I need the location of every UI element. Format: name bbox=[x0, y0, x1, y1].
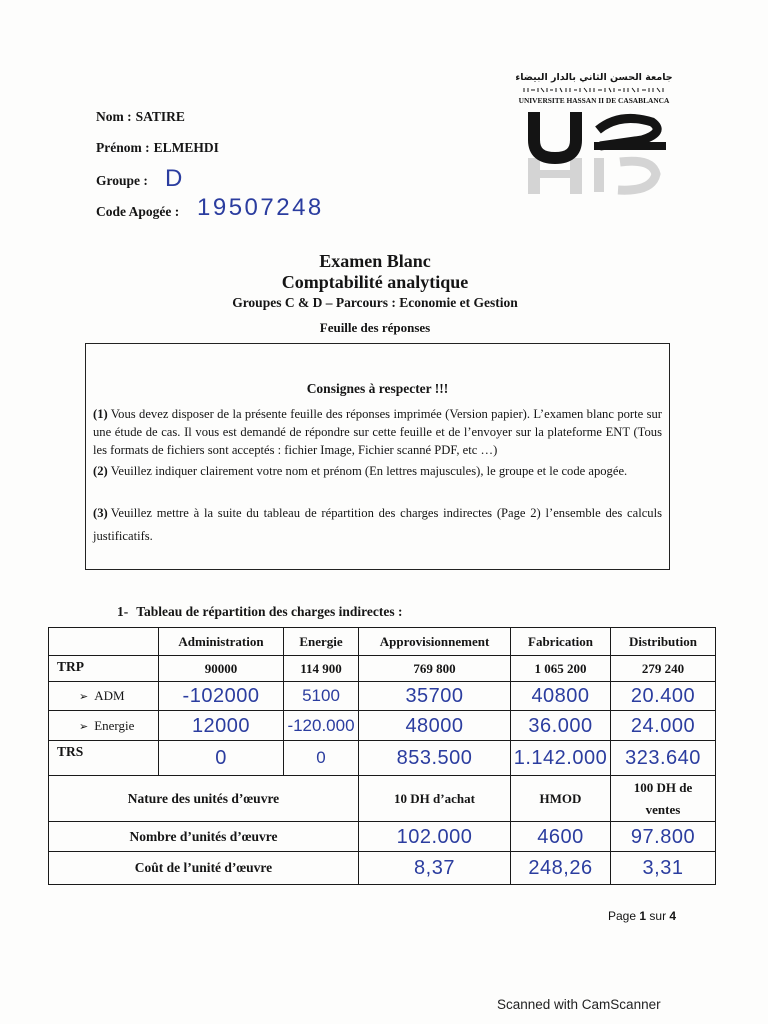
row-label: ADM bbox=[94, 688, 125, 703]
sheet-title: Feuille des réponses bbox=[319, 320, 431, 335]
table-row-nature bbox=[49, 776, 716, 822]
instruction-number: (2) bbox=[93, 464, 108, 478]
table-row-trs bbox=[49, 741, 716, 776]
table-row-nombre bbox=[49, 822, 716, 852]
instruction-3 bbox=[93, 502, 662, 548]
handwritten-cell: 0 bbox=[159, 741, 284, 776]
row-label-cell bbox=[49, 711, 159, 741]
instruction-number: (3) bbox=[93, 506, 108, 520]
section-number: 1- bbox=[117, 604, 129, 619]
handwritten-cell: 248,26 bbox=[511, 852, 611, 885]
field-label: Nom : bbox=[96, 109, 132, 124]
row-label: TRS bbox=[49, 741, 159, 776]
handwritten-cell: 853.500 bbox=[359, 741, 511, 776]
row-label: Nature des unités d’œuvre bbox=[49, 776, 359, 822]
handwritten-cell: 48000 bbox=[359, 711, 511, 741]
uh2-logo-mark bbox=[524, 110, 669, 195]
column-header-distribution: Distribution bbox=[611, 628, 716, 656]
exam-groups: Groupes C & D – Parcours : Economie et Gestion bbox=[232, 295, 518, 310]
column-header-administration: Administration bbox=[159, 628, 284, 656]
field-prenom bbox=[96, 139, 219, 157]
page-sur: sur bbox=[649, 909, 667, 923]
logo-arabic-name: جامعة الحسن الثاني بالدار البيضاء bbox=[515, 72, 673, 83]
field-value: SATIRE bbox=[135, 109, 185, 124]
instructions-title: Consignes à respecter !!! bbox=[306, 381, 449, 396]
page-current: 1 bbox=[639, 909, 647, 923]
handwritten-cell: 36.000 bbox=[511, 711, 611, 741]
instruction-1 bbox=[93, 405, 662, 459]
handwritten-cell: 40800 bbox=[511, 682, 611, 711]
row-label: Coût de l’unité d’œuvre bbox=[49, 852, 359, 885]
table-cell: 114 900 bbox=[284, 656, 359, 682]
page-total: 4 bbox=[669, 909, 677, 923]
row-label-cell bbox=[49, 682, 159, 711]
column-header-energie: Energie bbox=[284, 628, 359, 656]
table-row-trp bbox=[49, 656, 716, 682]
repartition-table bbox=[48, 627, 716, 885]
handwritten-cell: 323.640 bbox=[611, 741, 716, 776]
column-header-approvisionnement: Approvisionnement bbox=[359, 628, 511, 656]
table-cell: 1 065 200 bbox=[511, 656, 611, 682]
table-row-energie bbox=[49, 711, 716, 741]
header-empty-cell bbox=[49, 628, 159, 656]
instruction-text: Veuillez indiquer clairement votre nom et prénom (En lettres majuscules), le groupe et le code apogée. bbox=[110, 464, 628, 478]
row-label: Energie bbox=[94, 717, 135, 733]
logo-french-name: UNIVERSITE HASSAN II DE CASABLANCA bbox=[518, 96, 670, 105]
page-word: Page bbox=[608, 909, 637, 923]
arrow-bullet-icon: ➢ bbox=[79, 719, 89, 733]
instruction-2 bbox=[93, 460, 662, 483]
row-label: TRP bbox=[49, 656, 159, 682]
exam-title: Examen Blanc bbox=[319, 251, 431, 271]
logo-tifinagh-line bbox=[522, 87, 668, 93]
arrow-bullet-icon: ➢ bbox=[79, 690, 89, 703]
field-code-apogee bbox=[96, 203, 179, 221]
handwritten-cell: 0 bbox=[284, 741, 359, 776]
section-text: Tableau de répartition des charges indirectes : bbox=[136, 604, 403, 619]
instruction-text: Veuillez mettre à la suite du tableau de répartition des charges indirectes (Page 2) l’ensemble des calculs justificatifs. bbox=[93, 506, 662, 543]
handwritten-cell: 20.400 bbox=[611, 682, 716, 711]
handwritten-cell: 4600 bbox=[511, 822, 611, 852]
handwritten-groupe: D bbox=[165, 165, 183, 192]
field-value: ELMEHDI bbox=[153, 140, 219, 155]
table-row-cout bbox=[49, 852, 716, 885]
page-number bbox=[608, 908, 676, 924]
handwritten-code-apogee: 19507248 bbox=[197, 194, 324, 221]
table-cell: 10 DH d’achat bbox=[359, 776, 511, 822]
section-title bbox=[117, 603, 403, 621]
table-cell: HMOD bbox=[511, 776, 611, 822]
field-label: Code Apogée : bbox=[96, 204, 180, 219]
handwritten-cell: 1.142.000 bbox=[511, 741, 611, 776]
field-label: Prénom : bbox=[96, 140, 150, 155]
instruction-number: (1) bbox=[93, 407, 108, 421]
table-cell: 100 DH de ventes bbox=[611, 776, 716, 822]
table-cell: 90000 bbox=[159, 656, 284, 682]
table-cell: 769 800 bbox=[359, 656, 511, 682]
handwritten-cell: 3,31 bbox=[611, 852, 716, 885]
field-label: Groupe : bbox=[96, 173, 148, 188]
table-header-row bbox=[49, 628, 716, 656]
column-header-fabrication: Fabrication bbox=[511, 628, 611, 656]
handwritten-cell: 12000 bbox=[159, 711, 284, 741]
scanner-watermark: Scanned with CamScanner bbox=[497, 997, 661, 1012]
handwritten-cell: -120.000 bbox=[284, 711, 359, 741]
handwritten-cell: 97.800 bbox=[611, 822, 716, 852]
field-groupe bbox=[96, 172, 148, 190]
handwritten-cell: 5100 bbox=[284, 682, 359, 711]
handwritten-cell: 35700 bbox=[359, 682, 511, 711]
table-row-adm bbox=[49, 682, 716, 711]
field-nom bbox=[96, 108, 185, 126]
row-label: Nombre d’unités d’œuvre bbox=[49, 822, 359, 852]
table-cell: 279 240 bbox=[611, 656, 716, 682]
handwritten-cell: 102.000 bbox=[359, 822, 511, 852]
exam-subject: Comptabilité analytique bbox=[281, 272, 469, 292]
handwritten-cell: 24.000 bbox=[611, 711, 716, 741]
handwritten-cell: 8,37 bbox=[359, 852, 511, 885]
instruction-text: Vous devez disposer de la présente feuille des réponses imprimée (Version papier). L’examen blanc porte sur une étude de cas. Il vous est demandé de répondre sur cette feuille et de l’envoyer sur la plateforme ENT (Tous les formats de fichiers sont acceptés : fichier Image, Fichier scanné PDF, etc …) bbox=[93, 407, 662, 457]
instructions-box bbox=[85, 343, 670, 570]
handwritten-cell: -102000 bbox=[159, 682, 284, 711]
